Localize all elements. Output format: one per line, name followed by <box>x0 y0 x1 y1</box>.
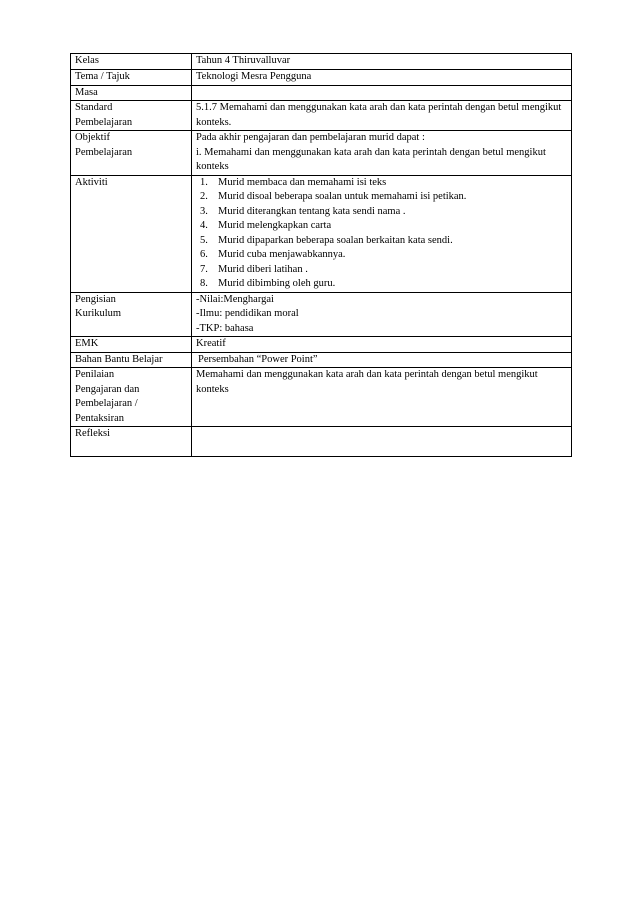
value-emk: Kreatif <box>192 337 572 353</box>
value-masa <box>192 85 572 101</box>
value-standard: 5.1.7 Memahami dan menggunakan kata arah dan kata perintah dengan betul mengikut konteks. <box>192 101 572 131</box>
activity-list <box>196 176 567 292</box>
label-bahan: Bahan Bantu Belajar <box>71 352 192 368</box>
value-pengisian: -Nilai:Menghargai -Ilmu: pendidikan moral -TKP: bahasa <box>192 292 572 337</box>
value-penilaian: Memahami dan menggunakan kata arah dan kata perintah dengan betul mengikut konteks <box>192 368 572 427</box>
value-objektif: Pada akhir pengajaran dan pembelajaran murid dapat : i. Memahami dan menggunakan kata arah dan kata perintah dengan betul mengikut konteks <box>192 131 572 176</box>
activity-item: 5. Murid dipaparkan beberapa soalan berkaitan kata sendi. <box>200 234 453 246</box>
row-tema <box>71 70 572 86</box>
label-pengisian: Pengisian Kurikulum <box>71 292 192 337</box>
activity-item: 2. Murid disoal beberapa soalan untuk memahami isi petikan. <box>200 191 467 202</box>
row-emk <box>71 337 572 353</box>
activity-item: 8. Murid dibimbing oleh guru. <box>200 278 336 289</box>
row-kelas <box>71 54 572 70</box>
label-refleksi: Refleksi <box>71 427 192 457</box>
label-penilaian: Penilaian Pengajaran dan Pembelajaran / Pentaksiran <box>71 368 192 427</box>
activity-item: 4. Murid melengkapkan carta <box>200 220 332 231</box>
activity-item: 3. Murid diterangkan tentang kata sendi nama . <box>200 205 406 217</box>
label-tema: Tema / Tajuk <box>71 70 192 86</box>
value-kelas: Tahun 4 Thiruvalluvar <box>192 54 572 70</box>
activity-item: 7. Murid diberi latihan . <box>200 263 308 275</box>
label-kelas: Kelas <box>71 54 192 70</box>
value-refleksi <box>192 427 572 457</box>
row-standard <box>71 101 572 131</box>
activity-item: 1. Murid membaca dan memahami isi teks <box>200 176 387 188</box>
row-masa <box>71 85 572 101</box>
row-penilaian <box>71 368 572 427</box>
lesson-plan-table <box>70 53 572 457</box>
activity-item: 6. Murid cuba menjawabkannya. <box>200 249 346 260</box>
row-bahan <box>71 352 572 368</box>
label-objektif: Objektif Pembelajaran <box>71 131 192 176</box>
label-aktiviti: Aktiviti <box>71 175 192 292</box>
row-objektif <box>71 131 572 176</box>
row-refleksi <box>71 427 572 457</box>
value-tema: Teknologi Mesra Pengguna <box>192 70 572 86</box>
row-aktiviti <box>71 175 572 292</box>
value-aktiviti <box>192 175 572 292</box>
label-standard: Standard Pembelajaran <box>71 101 192 131</box>
row-pengisian <box>71 292 572 337</box>
label-emk: EMK <box>71 337 192 353</box>
value-bahan: Persembahan “Power Point” <box>192 352 572 368</box>
label-masa: Masa <box>71 85 192 101</box>
